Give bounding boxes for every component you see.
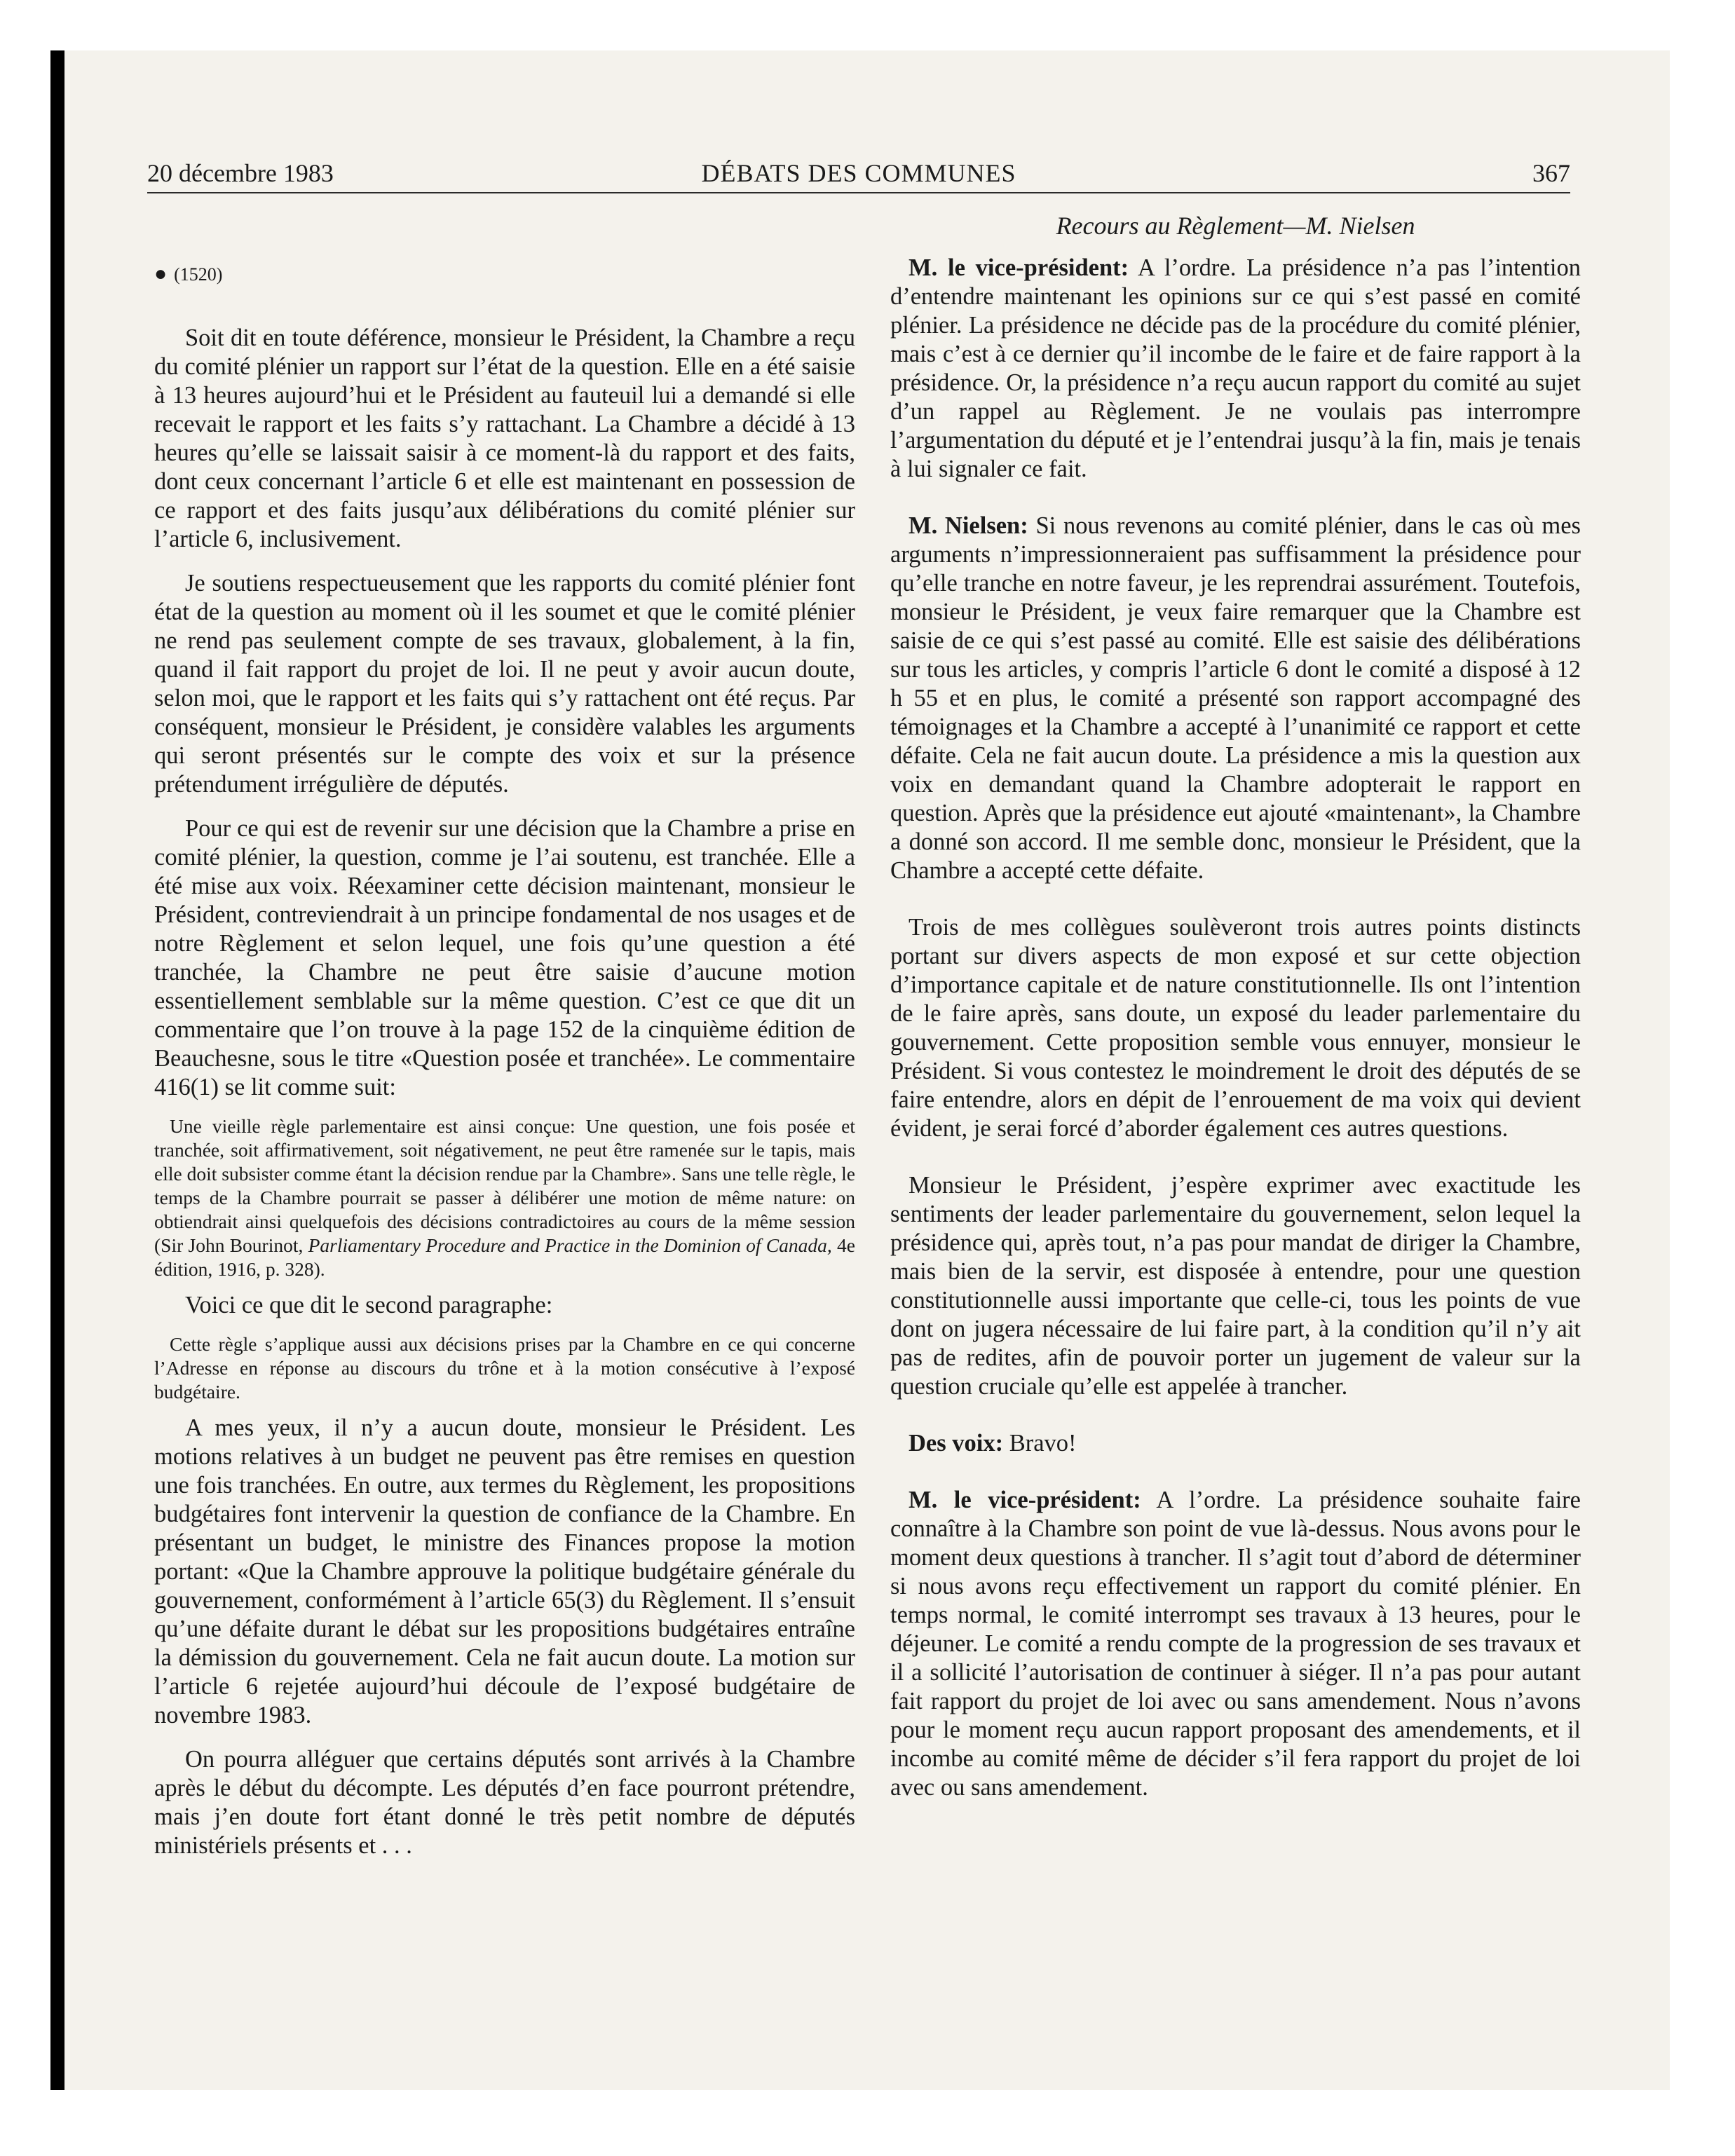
speaker-name: M. le vice-président: xyxy=(909,1487,1141,1513)
paragraph: A mes yeux, il n’y a aucun doute, monsieur le Président. Les motions relatives à un budget ne peuvent pas être remises en question une fois tranchées. En outre, aux termes du Règlement, les propositions budgétaires font intervenir la question de confiance de la Chambre. En présentant un budget, le ministre des Finances propose la motion portant: «Que la Chambre approuve la politique budgétaire générale du gouvernement, conformément à l’article 65(3) du Règlement. Il s’ensuit qu’une défaite durant le débat sur les propositions budgétaires entraîne la démission du gouvernement. Cela ne fait aucun doute. La motion sur l’article 6 rejetée aujourd’hui découle de l’exposé budgétaire de novembre 1983. xyxy=(154,1414,855,1728)
scan-margin xyxy=(0,0,49,2156)
speaker-name: M. le vice-président: xyxy=(909,254,1129,281)
paragraph: Voici ce que dit le second paragraphe: xyxy=(185,1292,553,1318)
speech xyxy=(890,254,1581,484)
paragraph: On pourra alléguer que certains députés sont arrivés à la Chambre après le début du décompte. Les députés d’en face pourront prétendre, mais j’en doute fort étant donné le très petit nombre de députés ministériels présents et . . . xyxy=(154,1746,855,1859)
section-title: Recours au Règlement—M. Nielsen xyxy=(1056,212,1415,240)
paragraph: Monsieur le Président, j’espère exprimer avec exactitude les sentiments der leader parlementaire du gouvernement, selon lequel la présidence qui, après tout, n’a pas pour mandat de diriger la Chambre, mais bien de la servir, est disposée à entendre, pour une question constitutionnelle aussi importante que celle-ci, tous les points de vue dont on jugera nécessaire de lui faire part, à la condition qu’il n’y ait pas de redites, afin de pouvoir porter un jugement de valeur sur la question cruciale qu’elle est appelée à trancher. xyxy=(890,1172,1581,1400)
speech xyxy=(890,1486,1581,1802)
paragraph: Pour ce qui est de revenir sur une décision que la Chambre a prise en comité plénier, la question, comme je l’ai soutenu, est tranchée. Elle a été mise aux voix. Réexaminer cette décision maintenant, monsieur le Président, contreviendrait à un principe fondamental de nos usages et de notre Règlement et selon lequel, une fois qu’une question a été tranchée, la Chambre ne peut être saisie d’aucune motion essentiellement semblable sur la même question. C’est ce que dit un commentaire que l’on trouve à la page 152 de la cinquième édition de Beauchesne, sous le titre «Question posée et tranchée». Le commentaire 416(1) se lit comme suit: xyxy=(154,815,855,1100)
page-number: 367 xyxy=(1532,159,1570,187)
quote-citation-end: 4e édition, 1916, p. 328). xyxy=(154,1234,855,1280)
bullet-icon: ● xyxy=(154,262,168,285)
time-marker xyxy=(154,259,855,289)
speaker-name: M. Nielsen: xyxy=(909,512,1028,539)
quote-text: Une vieille règle parlementaire est ainsi conçue: Une question, une fois posée et tranchée, soit affirmativement, soit négativement, ne peut être ramenée sur le tapis, mais elle doit subsister comme étant la décision rendue par la Chambre». Sans une telle règle, le temps de la Chambre pourrait se passer à délibérer une motion de même nature: on obtiendrait ainsi quelquefois des décisions contradictoires au cours de la même session (Sir John Bourinot, xyxy=(154,1115,855,1256)
block-quote: Cette règle s’applique aussi aux décisions prises par la Chambre en ce qui concerne l’Adresse en réponse au discours du trône et à la motion consécutive à l’exposé budgétaire. xyxy=(154,1333,855,1403)
right-column xyxy=(890,210,1581,1802)
page-header xyxy=(147,157,1570,193)
speech-text: A l’ordre. La présidence souhaite faire connaître à la Chambre son point de vue là-dessus. Nous avons pour le moment deux questions à trancher. Il s’agit tout d’abord de déterminer si nous avons reçu effectivement un rapport du comité plénier. En temps normal, le comité interrompt ses travaux à 13 heures, pour le déjeuner. Le comité a rendu compte de la progression de ses travaux et il a sollicité l’autorisation de continuer à siéger. Il n’a pas pour autant fait rapport du projet de loi avec ou sans amendement. Nous n’avons pour le moment reçu aucun rapport proposant des amendements, et il incombe au comité même de décider s’il fera rapport du projet de loi avec ou sans amendement. xyxy=(890,1487,1581,1801)
block-quote xyxy=(154,1114,855,1281)
header-title: DÉBATS DES COMMUNES xyxy=(701,159,1016,187)
paragraph: Je soutiens respectueusement que les rapports du comité plénier font état de la question au moment où il les soumet et que le comité plénier ne rend pas seulement compte de ses travaux, globalement, à la fin, quand il fait rapport du projet de loi. Il ne peut y avoir aucun doute, selon moi, que le rapport et les faits qui s’y rattachent ont été reçus. Par conséquent, monsieur le Président, je considère valables les arguments qui seront présentés sur le compte des voix et sur la présence prétendument irrégulière de députés. xyxy=(154,570,855,798)
speech-text: Si nous revenons au comité plénier, dans le cas où mes arguments n’impressionneraient pas suffisamment la présidence pour qu’elle tranche en notre faveur, je les reprendrai assurément. Toutefois, monsieur le Président, je veux faire remarquer que la Chambre est saisie de ce qui s’est passé au comité. Elle est saisie des délibérations sur tous les articles, y compris l’article 6 dont le comité a disposé à 12 h 55 et en plus, le comité a présenté son rapport accompagné des témoignages et la Chambre a accepté à l’unanimité ce rapport et cette défaite. Cela ne fait aucun doute. La présidence a mis la question aux voix en demandant quand la Chambre adopterait le rapport en question. Après que la présidence eut ajouté «maintenant», la Chambre a donné son accord. Il me semble donc, monsieur le Président, que la Chambre a accepté cette défaite. xyxy=(890,512,1581,884)
speech xyxy=(890,512,1581,885)
scan-binding-edge xyxy=(50,50,64,2090)
quote-citation-title: Parliamentary Procedure and Practice in the Dominion of Canada, xyxy=(308,1234,832,1256)
speech-text: Bravo! xyxy=(1003,1430,1077,1456)
paragraph: Trois de mes collègues soulèveront trois autres points distincts portant sur divers aspects de mon exposé et sur cette objection d’importance capitale et de nature constitutionnelle. Ils ont l’intention de le faire après, sans doute, un exposé du leader parlementaire du gouvernement. Cette proposition semble vous ennuyer, monsieur le Président. Si vous contestez le moindrement le droit des députés de se faire entendre, alors en dépit de l’enrouement de ma voix qui devient évident, je serai forcé d’aborder également ces autres questions. xyxy=(890,914,1581,1142)
speaker-name: Des voix: xyxy=(909,1430,1004,1456)
left-column xyxy=(154,210,855,1860)
speech-text: A l’ordre. La présidence n’a pas l’intention d’entendre maintenant les opinions sur ce qui s’est passé en comité plénier. La présidence ne décide pas de la procédure du comité plénier, mais c’est à ce dernier qu’il incombe de le faire et de faire rapport à la présidence. Or, la présidence n’a reçu aucun rapport du comité au sujet d’un rappel au Règlement. Je ne voulais pas interrompre l’argumentation du député et je l’entendrai jusqu’à la fin, mais je tenais à lui signaler ce fait. xyxy=(890,254,1581,482)
speech xyxy=(890,1429,1581,1458)
header-date: 20 décembre 1983 xyxy=(147,159,334,187)
paragraph: Soit dit en toute déférence, monsieur le Président, la Chambre a reçu du comité plénier un rapport sur l’état de la question. Elle en a été saisie à 13 heures aujourd’hui et le Président au fauteuil lui a demandé si elle recevait le rapport et les faits s’y rattachant. La Chambre a décidé à 13 heures qu’elle se laissait saisir à ce moment-là du rapport et des faits, dont ceux concernant l’article 6 et elle est maintenant en possession de ce rapport et des faits jusqu’aux délibérations du comité plénier sur l’article 6, inclusivement. xyxy=(154,325,855,552)
time-marker-text: (1520) xyxy=(174,264,223,285)
